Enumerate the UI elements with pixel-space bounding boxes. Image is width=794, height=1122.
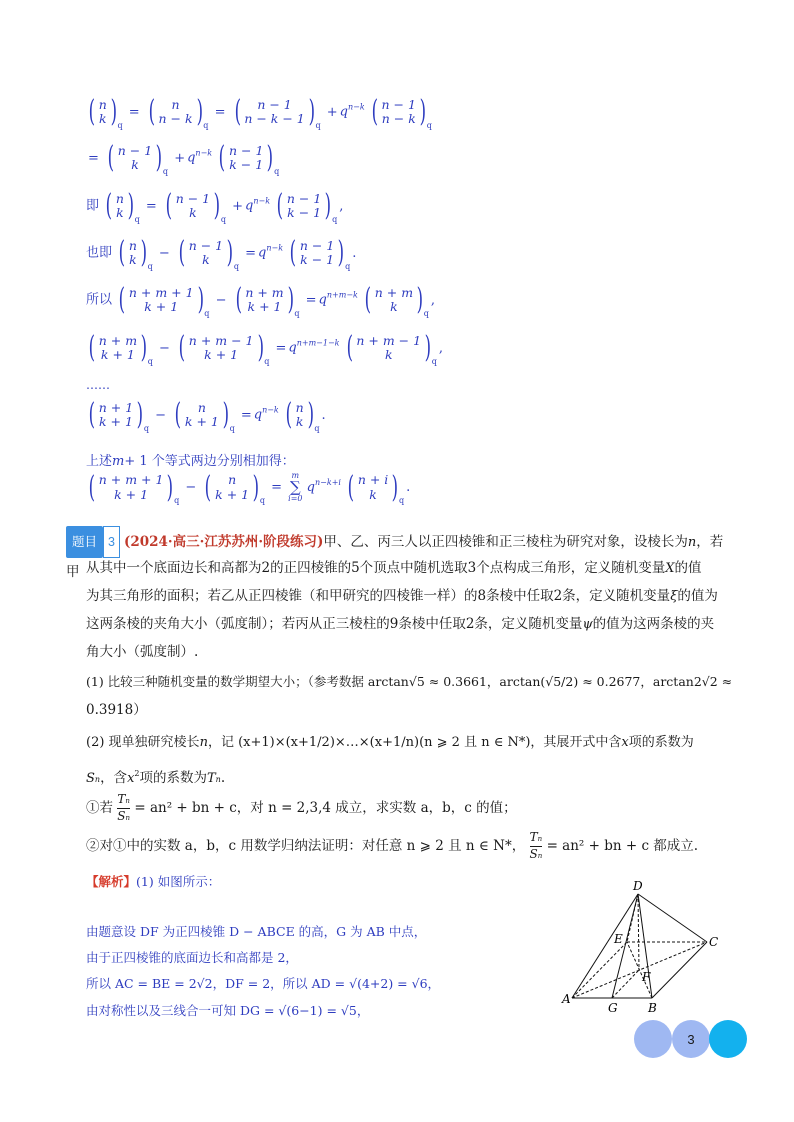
formula-line-5: 所以 ( n + m + 1 k + 1 ) $_q$ − ( n + m k + 1 ) $_q = q^{n+m-k}$ ( n + m k ) $_q$, (86, 282, 436, 318)
problem-tag: 题目 (66, 526, 103, 558)
analysis-line-1: 由题意设 DF 为正四棱锥 D − ABCE 的高，G 为 AB 中点， (86, 924, 427, 939)
problem-header: 题目 3 (2024·高三·江苏苏州·阶段练习)甲、乙、丙三人以正四棱锥和正三棱柱为研究对象，设棱长为n，若甲 (66, 526, 736, 586)
problem-line-5: 角大小（弧度制）. (86, 644, 199, 660)
question-2: (2) 现单独研究棱长n，记 (x+1)×(x+1/2)×…×(x+1/n)(n ⩾ 2 且 n ∈ N*)，其展开式中含x项的系数为 (86, 735, 694, 750)
slant-DG (612, 894, 638, 998)
subquestion-2: ②对①中的实数 a，b，c 用数学归纳法证明：对任意 n ⩾ 2 且 n ∈ N*， $\frac{Tn}{Sn}$ = an² + bn + c 都成立. (86, 830, 699, 861)
dots: …… (86, 378, 110, 392)
edge-DC (638, 894, 707, 942)
edge-BC (652, 942, 707, 998)
label-D: D (633, 879, 643, 893)
problem-text-1: 甲、乙、丙三人以正四棱锥和正三棱柱为研究对象，设棱长为 (323, 534, 688, 550)
prefix-yeji: 也即 (86, 245, 113, 261)
subquestion-1-prefix: ①若 (86, 800, 113, 816)
edge-DA (572, 894, 638, 998)
summary-text-b: + 1 个等式两边分别相加得： (124, 454, 295, 469)
analysis-line-3: 所以 AC = BE = 2√2，DF = 2，所以 AD = √(4+2) = √6， (86, 976, 441, 991)
problem-source: (2024·高三·江苏苏州·阶段练习) (123, 534, 324, 550)
summary-text-a: 上述 (86, 454, 113, 469)
formula-line-8 (86, 450, 295, 469)
prefix-ji: 即 (86, 198, 100, 214)
subquestion-2-text: = an² + bn + c 都成立. (546, 838, 699, 854)
prefix-suoyi: 所以 (86, 292, 113, 308)
problem-text-1b: ，若甲 (66, 534, 724, 580)
question-2-line-2: Sn，含$x^2$项的系数为Tn. (86, 769, 226, 786)
problem-text-3: 为其三角形的面积；若乙从正四棱锥（和甲研究的四棱锥一样）的8条棱中任取2条，定义随机变量 (86, 588, 671, 604)
analysis-first-text: (1) 如图所示： (136, 874, 221, 889)
formula-line-6: ( n + m k + 1 ) $_q$ − ( n + m − 1 k + 1 ) $_q = q^{n+m-1-k}$ ( n + m − 1 k ) $_q$, (88, 330, 444, 366)
pyramid-figure (552, 876, 732, 1016)
label-B: B (648, 1001, 657, 1015)
problem-line-4: 这两条棱的夹角大小（弧度制）；若丙从正三棱柱的9条棱中任取2条，定义随机变量ψ的值为这两条棱的夹 (86, 616, 715, 632)
question-2-a: (2) 现单独研究棱长 (86, 735, 200, 750)
page-circle-right (709, 1020, 747, 1058)
formula-line-9: ( n + m + 1 k + 1 ) $_q$ − ( n k + 1 ) $_q$ = m ∑ i=0 $q^{n-k+i}$ ( n + i k ) $_q$. (88, 469, 411, 505)
formula-line-7: ( n + 1 k + 1 ) $_q$ − ( n k + 1 ) $_q = q^{n-k}$ ( n k ) $_q$. (88, 397, 326, 433)
seg-GF (612, 970, 639, 998)
question-1-cont: 0.3918） (86, 702, 147, 718)
label-E: E (614, 932, 623, 946)
formula-line-3: 即 ( n k ) $_q$ = ( n − 1 k ) $_q + q^{n-k}$ ( n − 1 k − 1 ) $_q$, (86, 188, 344, 224)
analysis-line-4: 由对称性以及三线合一可知 DG = √(6−1) = √5， (86, 1003, 370, 1018)
problem-text-4: 这两条棱的夹角大小（弧度制）；若丙从正三棱柱的9条棱中任取2条，定义随机变量 (86, 616, 583, 632)
label-F: F (642, 970, 651, 984)
subquestion-1: ①若 $\frac{Tn}{Sn}$ = an² + bn + c，对 n = 2,3,4 成立，求实数 a，b，c 的值； (86, 792, 517, 823)
question-2-b: ，记 (x+1)×(x+1/2)×…×(x+1/n)(n ⩾ 2 且 n ∈ N*)，其展开式中含 (207, 735, 622, 750)
label-A: A (562, 992, 571, 1006)
problem-number: 3 (103, 526, 120, 558)
question-2-e: 项的系数为 (139, 770, 207, 786)
problem-text-4b: 的值为这两条棱的夹 (592, 616, 715, 632)
problem-line-2: 从其中一个底面边长和高都为2的正四棱锥的5个顶点中随机选取3个点构成三角形，定义随机变量X的值 (86, 560, 702, 576)
label-C: C (709, 935, 719, 949)
analysis-label: 【解析】 (86, 874, 137, 889)
question-2-c: 项的系数为 (628, 735, 694, 750)
summary-m: m (112, 454, 125, 469)
page-number-circle (672, 1020, 710, 1058)
label-G: G (608, 1001, 618, 1015)
problem-line-3: 为其三角形的面积；若乙从正四棱锥（和甲研究的四棱锥一样）的8条棱中任取2条，定义随机变量ξ的值为 (86, 588, 718, 604)
subquestion-2-prefix: ②对①中的实数 a，b，c 用数学归纳法证明：对任意 n ⩾ 2 且 n ∈ N*， (86, 838, 526, 854)
page-number: 3 (687, 1031, 695, 1047)
problem-text-2: 从其中一个底面边长和高都为2的正四棱锥的5个顶点中随机选取3个点构成三角形，定义随机变量 (86, 560, 666, 576)
problem-text-2b: 的值 (674, 560, 702, 576)
problem-text-3b: 的值为 (677, 588, 718, 604)
page-circle-left (634, 1020, 672, 1058)
height-DF (638, 894, 639, 970)
formula-line-2: = ( n − 1 k ) $_q + q^{n-k}$ ( n − 1 k − 1 ) $_q$ (88, 140, 280, 176)
question-1: (1) 比较三种随机变量的数学期望大小；（参考数据 arctan√5 ≈ 0.3661，arctan(√5/2) ≈ 0.2677，arctan2√2 ≈ (86, 674, 733, 689)
formula-line-4: 也即 ( n k ) $_q$ − ( n − 1 k ) $_q = q^{n-k}$ ( n − 1 k − 1 ) $_q$. (86, 235, 357, 271)
question-2-d: ，含 (100, 770, 128, 786)
formula-line-1: ( n k ) $_q$ = ( n n − k ) $_q$ = ( n − 1 n − k − 1 ) $_q + q^{n-k}$ ( n − 1 n − k ) $_q$ (88, 94, 432, 130)
subquestion-1-text: = an² + bn + c，对 n = 2,3,4 成立，求实数 a，b，c 的值； (134, 800, 517, 816)
analysis-line-2: 由于正四棱锥的底面边长和高都是 2， (86, 950, 298, 965)
